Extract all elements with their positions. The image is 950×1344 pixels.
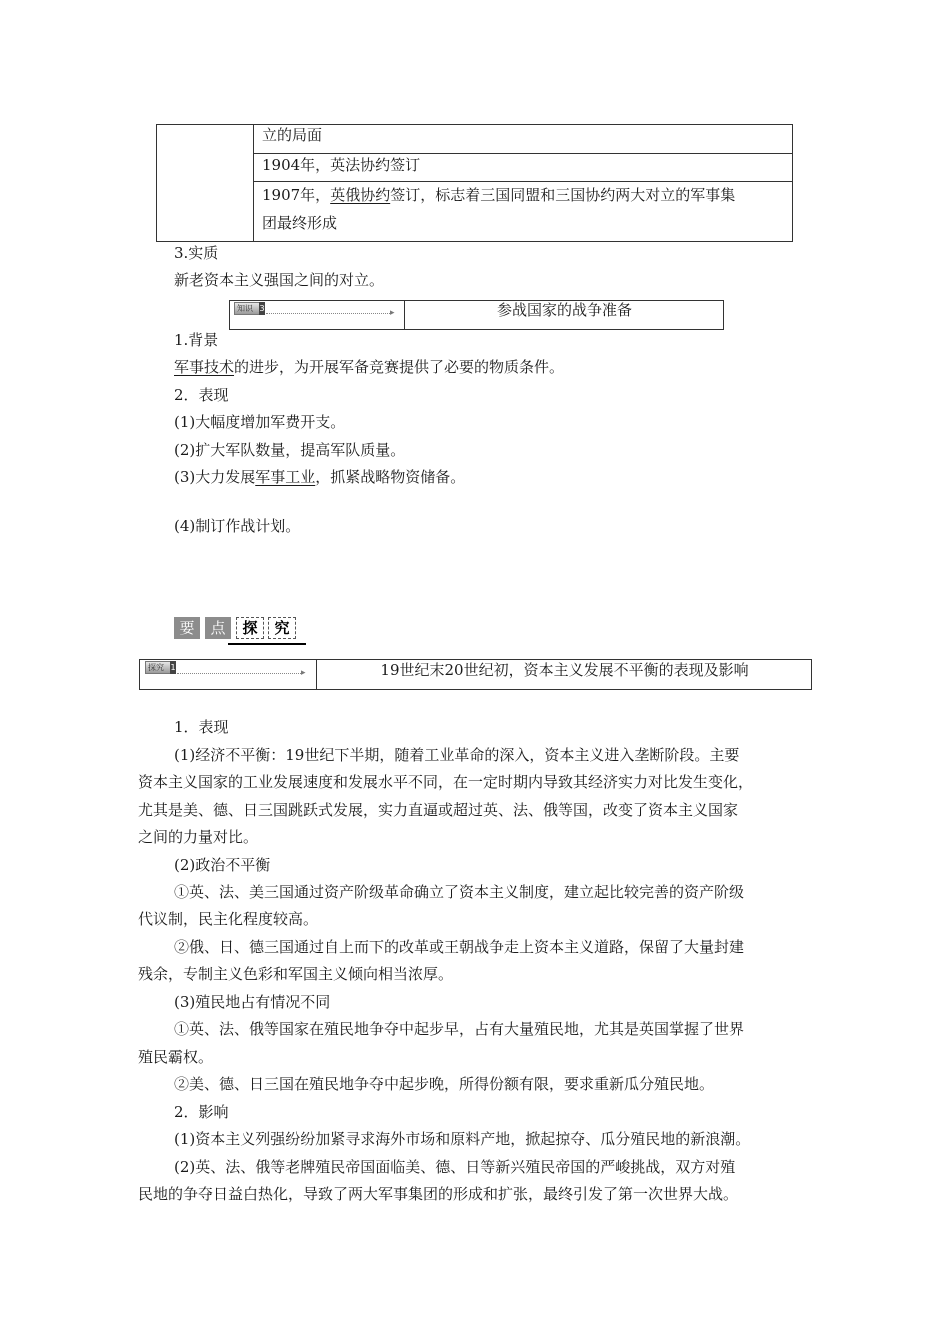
list-item-part: ，抓紧战略物资储备。 <box>315 468 466 486</box>
table-cell-text-part: 签订，标志着三国同盟和三国协约两大对立的军事集 <box>390 186 736 204</box>
knowledge-title: 参战国家的战争准备 <box>496 301 632 319</box>
explore-tag: 探究 <box>145 661 173 674</box>
paragraph-line: 代议制，民主化程度较高。 <box>138 910 319 928</box>
banner-char: 究 <box>268 617 296 639</box>
paragraph-line: (1)资本主义列强纷纷加紧寻求海外市场和原料产地，掀起掠夺、瓜分殖民地的新浪潮。 <box>174 1130 751 1148</box>
paragraph-line: (2)英、法、俄等老牌殖民帝国面临美、德、日等新兴殖民帝国的严峻挑战，双方对殖 <box>174 1158 736 1176</box>
keyword-military-technology: 军事技术 <box>174 358 235 376</box>
section-heading: 1.背景 <box>174 331 219 349</box>
keyword-military-industry: 军事工业 <box>255 468 316 486</box>
paragraph-line: ②美、德、日三国在殖民地争夺中起步晚，所得份额有限，要求重新瓜分殖民地。 <box>174 1075 715 1093</box>
table-cell-text <box>262 185 735 205</box>
list-item-part: (3)大力发展 <box>174 468 256 486</box>
paragraph-line: ①英、法、俄等国家在殖民地争夺中起步早，占有大量殖民地，尤其是英国掌握了世界 <box>174 1020 745 1038</box>
arrow-right-icon: ▸ <box>390 308 395 318</box>
banner-underline <box>228 643 306 645</box>
paragraph-line: ①英、法、美三国通过资产阶级革命确立了资本主义制度，建立起比较完善的资产阶级 <box>174 883 745 901</box>
knowledge-tag-number: 3 <box>259 304 265 313</box>
section-heading: 2．影响 <box>174 1103 229 1121</box>
knowledge-tag: 知识 <box>234 302 262 315</box>
paragraph-line: (1)经济不平衡：19世纪下半期，随着工业革命的深入，资本主义进入垄断阶段。主要 <box>174 746 740 764</box>
keyword-anglo-russian-entente: 英俄协约 <box>330 186 391 204</box>
dotted-leader <box>266 313 390 314</box>
table-cell-text: 团最终形成 <box>262 214 338 232</box>
table-column-divider <box>253 124 254 242</box>
arrow-right-icon: ▸ <box>301 668 306 678</box>
subheading: (2)政治不平衡 <box>174 856 271 874</box>
paragraph: 新老资本主义强国之间的对立。 <box>174 271 385 289</box>
section-heading: 1．表现 <box>174 718 229 736</box>
paragraph-line: 殖民霸权。 <box>138 1048 214 1066</box>
section-heading: 2．表现 <box>174 386 229 404</box>
banner-char: 探 <box>236 617 264 639</box>
paragraph-part: 的进步，为开展军备竞赛提供了必要的物质条件。 <box>234 358 565 376</box>
alliance-table <box>156 124 793 242</box>
dotted-leader <box>177 673 301 674</box>
paragraph-line: 民地的争夺日益白热化，导致了两大军事集团的形成和扩张，最终引发了第一次世界大战。 <box>138 1185 739 1203</box>
list-item <box>174 467 465 487</box>
list-item: (2)扩大军队数量，提高军队质量。 <box>174 441 406 459</box>
paragraph <box>174 357 564 377</box>
list-item: (4)制订作战计划。 <box>174 517 301 535</box>
explore-title: 19世纪末20世纪初，资本主义发展不平衡的表现及影响 <box>380 661 749 679</box>
paragraph-line: 尤其是美、德、日三国跳跃式发展，实力直逼或超过英、法、俄等国，改变了资本主义国家 <box>138 801 739 819</box>
table-cell-text: 1904年，英法协约签订 <box>262 156 421 174</box>
explore-tag-number: 1 <box>170 663 176 672</box>
paragraph-line: ②俄、日、德三国通过自上而下的改革或王朝战争走上资本主义道路，保留了大量封建 <box>174 938 745 956</box>
list-item: (1)大幅度增加军费开支。 <box>174 413 346 431</box>
table-row-divider <box>253 153 793 154</box>
banner-char: 点 <box>205 617 231 639</box>
table-cell-text-part: 1907年， <box>262 186 331 204</box>
paragraph-line: 资本主义国家的工业发展速度和发展水平不同，在一定时期内导致其经济实力对比发生变化， <box>138 773 754 791</box>
table-row-divider <box>253 181 793 182</box>
paragraph-line: 残余，专制主义色彩和军国主义倾向相当浓厚。 <box>138 965 454 983</box>
paragraph-line: 之间的力量对比。 <box>138 828 259 846</box>
banner-char: 要 <box>174 617 200 639</box>
section-heading: 3.实质 <box>174 244 219 262</box>
subheading: (3)殖民地占有情况不同 <box>174 993 331 1011</box>
table-cell-text: 立的局面 <box>262 126 323 144</box>
